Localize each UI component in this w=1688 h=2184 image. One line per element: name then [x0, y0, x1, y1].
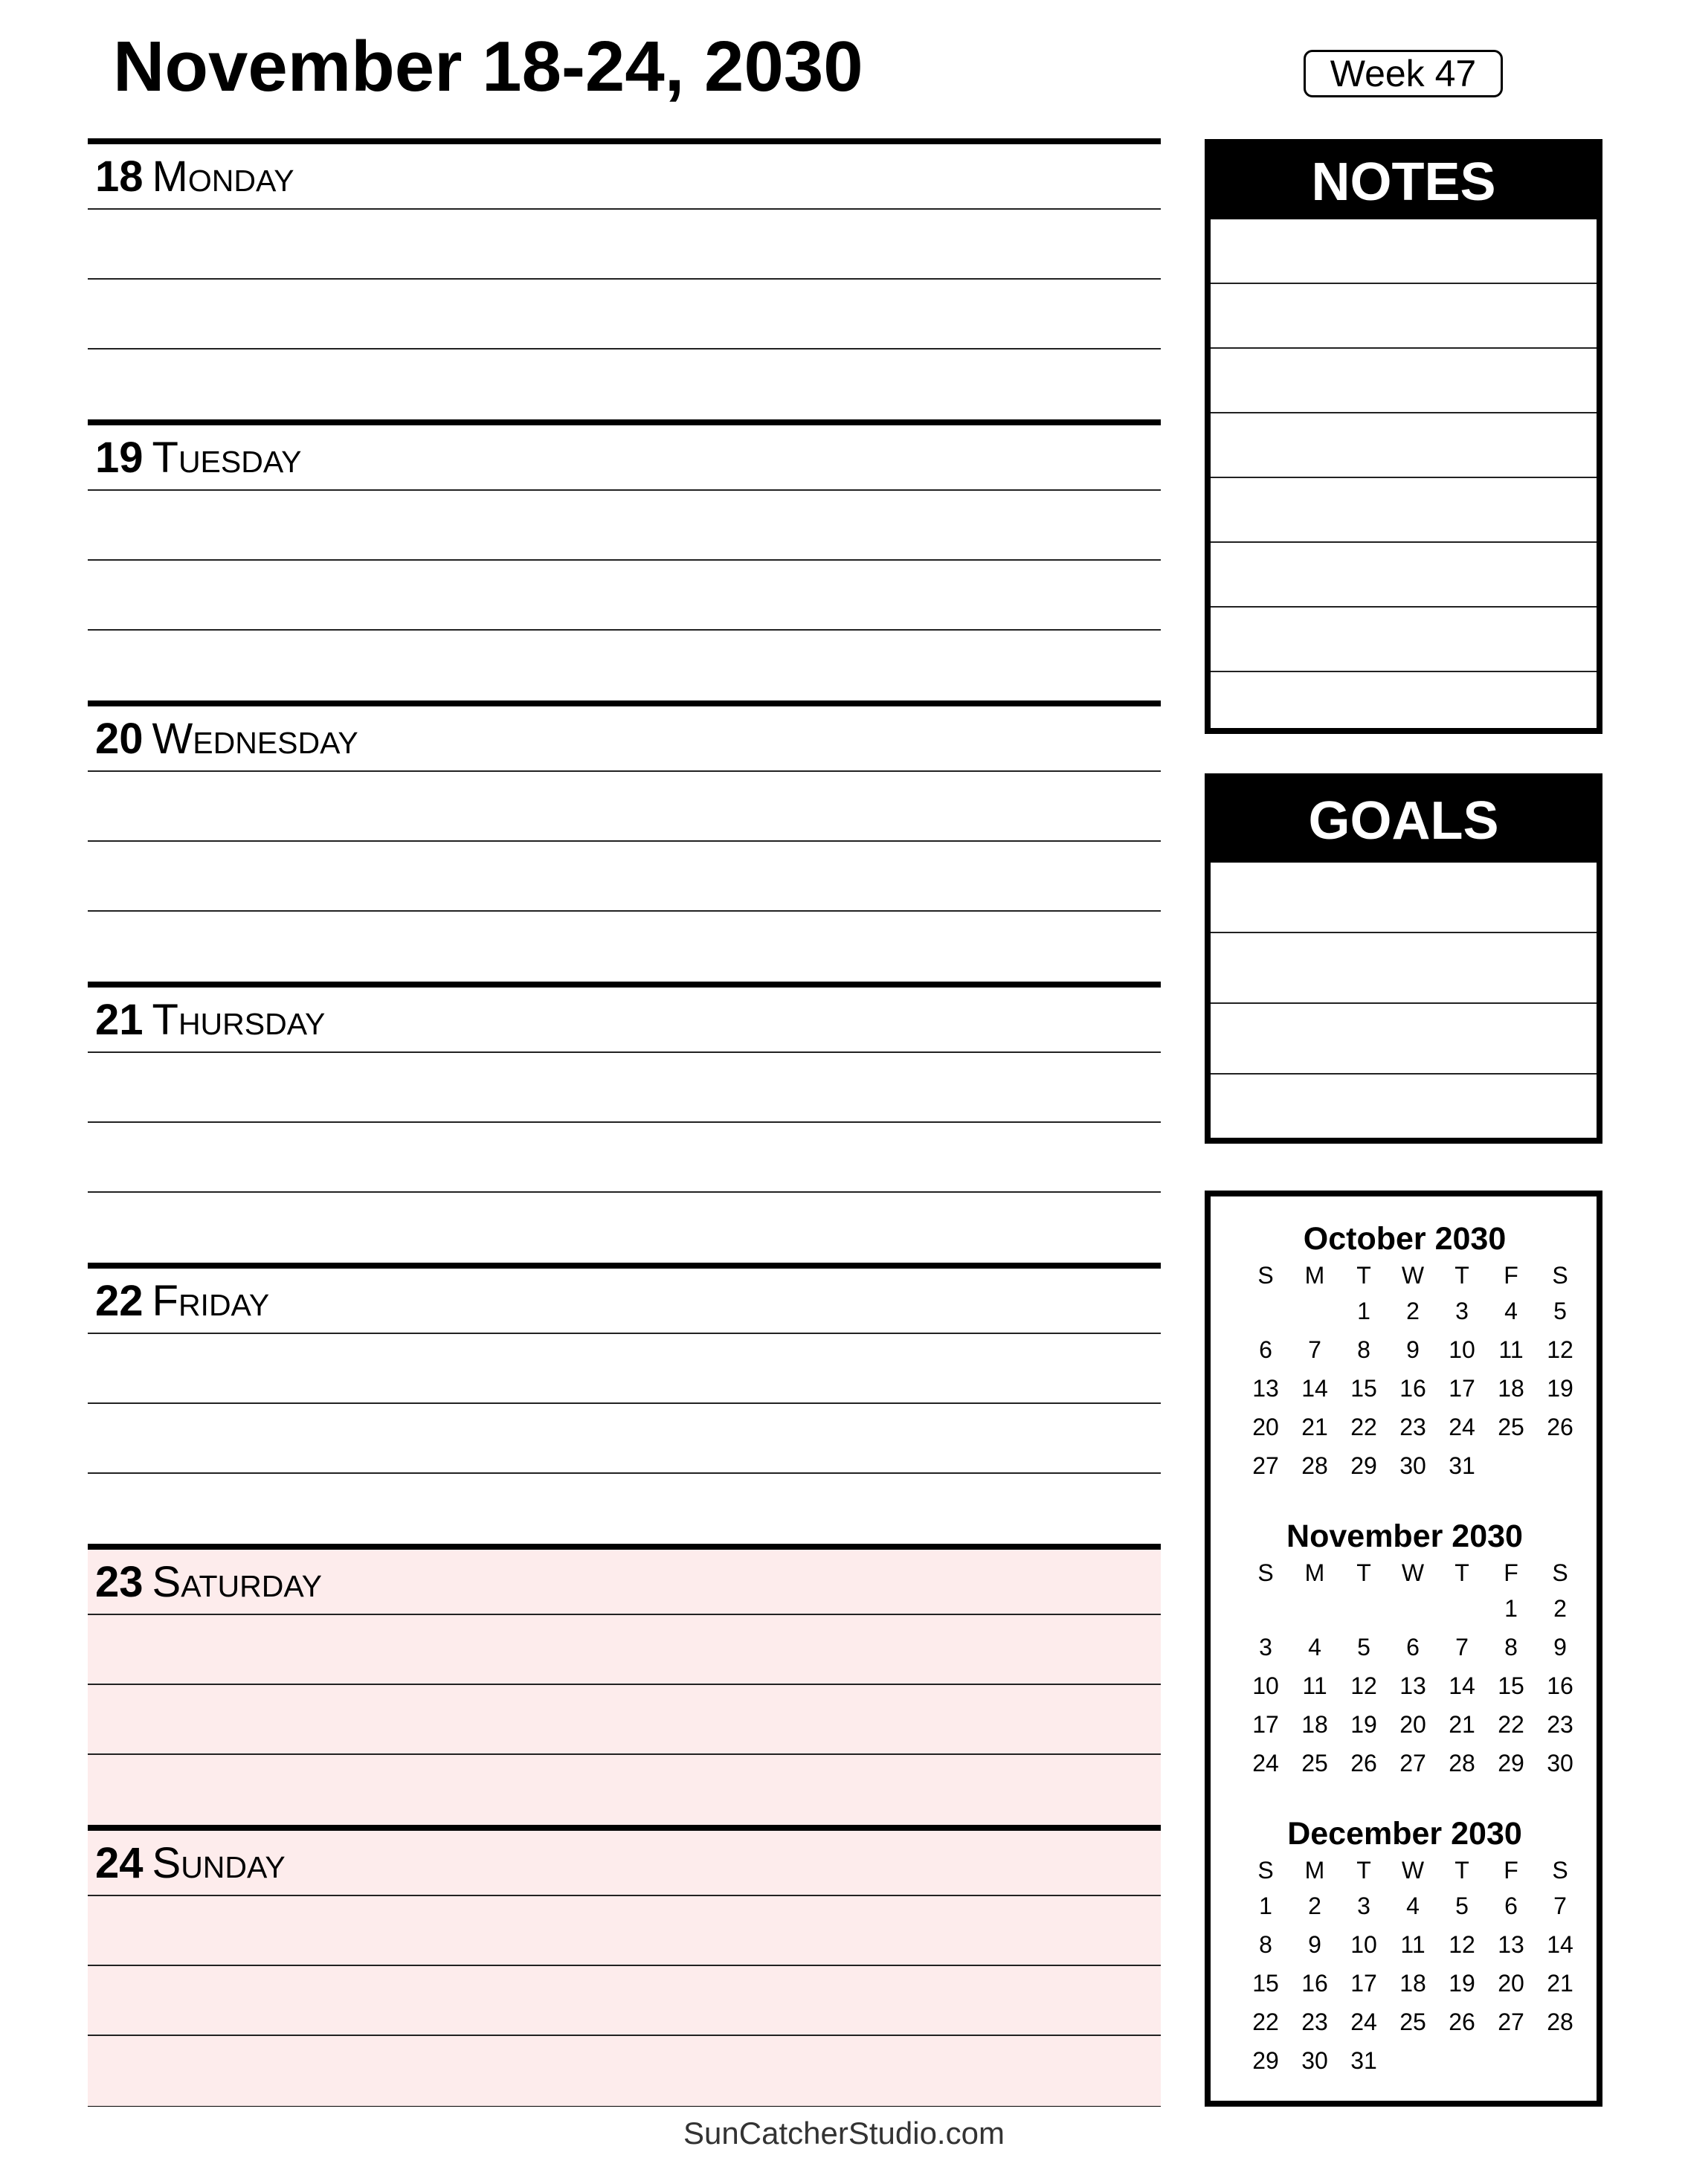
date-cell: 2	[1406, 1298, 1420, 1324]
day-name: Sunday	[152, 1839, 286, 1887]
date-cell: 16	[1547, 1672, 1573, 1699]
day-name: Thursday	[152, 996, 326, 1044]
date-cell: 16	[1399, 1375, 1426, 1402]
footer-credit: SunCatcherStudio.com	[683, 2116, 1005, 2151]
date-cell: 18	[1498, 1375, 1524, 1402]
date-cell: 18	[1399, 1970, 1426, 1997]
date-cell: 17	[1252, 1711, 1279, 1738]
mini-calendar-title: October 2030	[1303, 1221, 1507, 1257]
day-section	[88, 1825, 1161, 2106]
date-cell: 27	[1498, 2009, 1524, 2035]
mini-calendar-grid	[1241, 1556, 1573, 1782]
mini-calendar-title: November 2030	[1286, 1518, 1523, 1554]
notes-header: NOTES	[1211, 145, 1597, 219]
goals-line	[1211, 1004, 1597, 1075]
day-section	[88, 700, 1161, 982]
weekday-header: W	[1401, 1857, 1425, 1884]
date-cell: 27	[1252, 1452, 1279, 1479]
weekday-header: S	[1257, 1262, 1274, 1289]
date-cell: 14	[1449, 1672, 1475, 1699]
weekday-header: S	[1257, 1857, 1274, 1884]
date-cell: 20	[1399, 1711, 1426, 1738]
date-cell: 26	[1449, 2009, 1475, 2035]
goals-box	[1205, 773, 1602, 1144]
week-badge: Week 47	[1304, 50, 1503, 97]
date-cell: 24	[1449, 1414, 1475, 1440]
writing-line	[88, 1191, 1161, 1193]
date-cell: 15	[1252, 1970, 1279, 1997]
weekday-header: S	[1552, 1559, 1568, 1586]
day-number: 22	[95, 1277, 144, 1325]
date-cell: 3	[1357, 1893, 1370, 1919]
writing-line	[88, 770, 1161, 772]
empty-cell	[1241, 1292, 1290, 1330]
writing-line	[88, 1753, 1161, 1755]
date-cell: 24	[1252, 1750, 1279, 1776]
date-cell: 23	[1301, 2009, 1328, 2035]
notes-lines	[1211, 219, 1597, 737]
date-cell: 14	[1301, 1375, 1328, 1402]
date-cell: 26	[1350, 1750, 1377, 1776]
weekday-header: F	[1504, 1559, 1518, 1586]
day-label	[95, 1838, 286, 1887]
date-cell: 9	[1308, 1931, 1321, 1958]
day-number: 23	[95, 1558, 144, 1606]
date-cell: 1	[1259, 1893, 1272, 1919]
date-cell: 31	[1449, 1452, 1475, 1479]
goals-lines	[1211, 863, 1597, 1145]
writing-line	[88, 1402, 1161, 1404]
date-cell: 4	[1308, 1634, 1321, 1660]
date-cell: 21	[1301, 1414, 1328, 1440]
writing-line	[88, 278, 1161, 280]
empty-cell	[1388, 1589, 1437, 1628]
mini-calendar-grid	[1241, 1259, 1573, 1485]
date-cell: 25	[1399, 2009, 1426, 2035]
writing-line	[88, 559, 1161, 561]
date-cell: 6	[1406, 1634, 1420, 1660]
date-cell: 3	[1455, 1298, 1469, 1324]
date-cell: 28	[1449, 1750, 1475, 1776]
notes-line	[1211, 284, 1597, 349]
date-cell: 31	[1350, 2047, 1377, 2074]
mini-calendar-grid	[1241, 1854, 1573, 2080]
notes-line	[1211, 608, 1597, 672]
day-label	[95, 1557, 323, 1606]
day-section	[88, 982, 1161, 1263]
writing-line	[88, 1121, 1161, 1123]
mini-calendar-title: December 2030	[1287, 1816, 1522, 1852]
notes-line	[1211, 478, 1597, 543]
date-cell: 4	[1504, 1298, 1518, 1324]
day-label	[95, 433, 302, 482]
date-cell: 21	[1449, 1711, 1475, 1738]
goals-line	[1211, 863, 1597, 933]
date-cell: 26	[1547, 1414, 1573, 1440]
date-cell: 8	[1504, 1634, 1518, 1660]
weekday-header: T	[1356, 1559, 1371, 1586]
weekday-header: M	[1304, 1262, 1325, 1289]
weekday-header: F	[1504, 1857, 1518, 1884]
date-cell: 24	[1350, 2009, 1377, 2035]
date-cell: 2	[1308, 1893, 1321, 1919]
weekday-header: T	[1356, 1857, 1371, 1884]
weekday-header: W	[1401, 1559, 1425, 1586]
day-number: 19	[95, 434, 144, 482]
day-number: 21	[95, 996, 144, 1044]
day-section	[88, 419, 1161, 700]
notes-line	[1211, 672, 1597, 737]
day-number: 18	[95, 152, 144, 201]
day-divider	[88, 1263, 1161, 1269]
writing-line	[88, 1051, 1161, 1053]
goals-line	[1211, 1075, 1597, 1145]
date-cell: 22	[1252, 2009, 1279, 2035]
writing-line	[88, 1965, 1161, 1966]
weekday-header: S	[1552, 1857, 1568, 1884]
date-cell: 30	[1399, 1452, 1426, 1479]
day-divider	[88, 982, 1161, 988]
date-cell: 13	[1252, 1375, 1279, 1402]
date-cell: 19	[1350, 1711, 1377, 1738]
date-cell: 17	[1449, 1375, 1475, 1402]
empty-cell	[1290, 1589, 1339, 1628]
day-divider	[88, 1544, 1161, 1550]
goals-line	[1211, 933, 1597, 1004]
date-cell: 7	[1553, 1893, 1567, 1919]
day-name: Friday	[152, 1277, 270, 1325]
notes-line	[1211, 543, 1597, 608]
date-cell: 6	[1259, 1336, 1272, 1363]
empty-cell	[1241, 1589, 1290, 1628]
weekday-header: T	[1356, 1262, 1371, 1289]
date-cell: 11	[1498, 1336, 1524, 1363]
date-cell: 12	[1350, 1672, 1377, 1699]
date-cell: 19	[1547, 1375, 1573, 1402]
writing-line	[88, 489, 1161, 491]
weekday-header: M	[1304, 1857, 1325, 1884]
date-cell: 28	[1547, 2009, 1573, 2035]
date-cell: 6	[1504, 1893, 1518, 1919]
date-cell: 18	[1301, 1711, 1328, 1738]
date-cell: 8	[1259, 1931, 1272, 1958]
date-cell: 20	[1252, 1414, 1279, 1440]
week-day-sections	[88, 138, 1161, 2106]
day-section	[88, 138, 1161, 419]
date-cell: 9	[1406, 1336, 1420, 1363]
date-cell: 13	[1399, 1672, 1426, 1699]
writing-line	[88, 208, 1161, 210]
day-divider	[88, 138, 1161, 144]
date-cell: 1	[1357, 1298, 1370, 1324]
date-cell: 28	[1301, 1452, 1328, 1479]
weekday-header: T	[1455, 1262, 1469, 1289]
writing-line	[88, 1895, 1161, 1896]
weekday-header: T	[1455, 1559, 1469, 1586]
date-cell: 3	[1259, 1634, 1272, 1660]
day-name: Wednesday	[152, 715, 358, 763]
weekday-header: S	[1257, 1559, 1274, 1586]
writing-line	[88, 1333, 1161, 1334]
date-cell: 21	[1547, 1970, 1573, 1997]
page-title: November 18-24, 2030	[113, 27, 863, 106]
date-cell: 29	[1350, 1452, 1377, 1479]
day-name: Saturday	[152, 1558, 323, 1606]
notes-line	[1211, 349, 1597, 413]
writing-line	[88, 1614, 1161, 1615]
writing-line	[88, 840, 1161, 842]
day-divider	[88, 419, 1161, 425]
date-cell: 8	[1357, 1336, 1370, 1363]
date-cell: 15	[1498, 1672, 1524, 1699]
empty-cell	[1437, 1589, 1486, 1628]
date-cell: 25	[1301, 1750, 1328, 1776]
notes-line	[1211, 413, 1597, 478]
writing-line	[88, 2035, 1161, 2036]
date-cell: 9	[1553, 1634, 1567, 1660]
weekday-header: F	[1504, 1262, 1518, 1289]
day-divider	[88, 1825, 1161, 1831]
date-cell: 20	[1498, 1970, 1524, 1997]
day-number: 20	[95, 715, 144, 763]
date-cell: 25	[1498, 1414, 1524, 1440]
date-cell: 1	[1504, 1595, 1518, 1622]
weekday-header: W	[1401, 1262, 1425, 1289]
weekday-header: M	[1304, 1559, 1325, 1586]
day-section	[88, 1544, 1161, 1825]
notes-line	[1211, 219, 1597, 284]
date-cell: 23	[1399, 1414, 1426, 1440]
date-cell: 30	[1547, 1750, 1573, 1776]
date-cell: 29	[1252, 2047, 1279, 2074]
day-section	[88, 1263, 1161, 1544]
weekday-header: T	[1455, 1857, 1469, 1884]
date-cell: 27	[1399, 1750, 1426, 1776]
writing-line	[88, 629, 1161, 631]
date-cell: 2	[1553, 1595, 1567, 1622]
date-cell: 16	[1301, 1970, 1328, 1997]
date-cell: 5	[1455, 1893, 1469, 1919]
day-label	[95, 714, 358, 763]
day-divider	[88, 700, 1161, 706]
mini-calendars-box	[1205, 1191, 1602, 2107]
date-cell: 14	[1547, 1931, 1573, 1958]
date-cell: 4	[1406, 1893, 1420, 1919]
date-cell: 15	[1350, 1375, 1377, 1402]
date-cell: 29	[1498, 1750, 1524, 1776]
writing-line	[88, 348, 1161, 349]
empty-cell	[1290, 1292, 1339, 1330]
day-label	[95, 1276, 270, 1325]
day-name: Tuesday	[152, 434, 302, 482]
date-cell: 10	[1350, 1931, 1377, 1958]
notes-box	[1205, 139, 1602, 734]
date-cell: 5	[1553, 1298, 1567, 1324]
date-cell: 10	[1252, 1672, 1279, 1699]
date-cell: 10	[1449, 1336, 1475, 1363]
date-cell: 22	[1350, 1414, 1377, 1440]
date-cell: 11	[1302, 1672, 1327, 1699]
date-cell: 7	[1308, 1336, 1321, 1363]
date-cell: 17	[1350, 1970, 1377, 1997]
day-label	[95, 995, 326, 1044]
date-cell: 23	[1547, 1711, 1573, 1738]
date-cell: 19	[1449, 1970, 1475, 1997]
day-number: 24	[95, 1839, 144, 1887]
writing-line	[88, 1684, 1161, 1685]
goals-header: GOALS	[1211, 779, 1597, 863]
date-cell: 30	[1301, 2047, 1328, 2074]
date-cell: 12	[1449, 1931, 1475, 1958]
writing-line	[88, 910, 1161, 912]
date-cell: 13	[1498, 1931, 1524, 1958]
date-cell: 22	[1498, 1711, 1524, 1738]
day-name: Monday	[152, 152, 294, 201]
empty-cell	[1339, 1589, 1388, 1628]
date-cell: 7	[1455, 1634, 1469, 1660]
weekday-header: S	[1552, 1262, 1568, 1289]
date-cell: 11	[1400, 1931, 1426, 1958]
date-cell: 5	[1357, 1634, 1370, 1660]
date-cell: 12	[1547, 1336, 1573, 1363]
writing-line	[88, 1472, 1161, 1474]
day-label	[95, 152, 294, 201]
